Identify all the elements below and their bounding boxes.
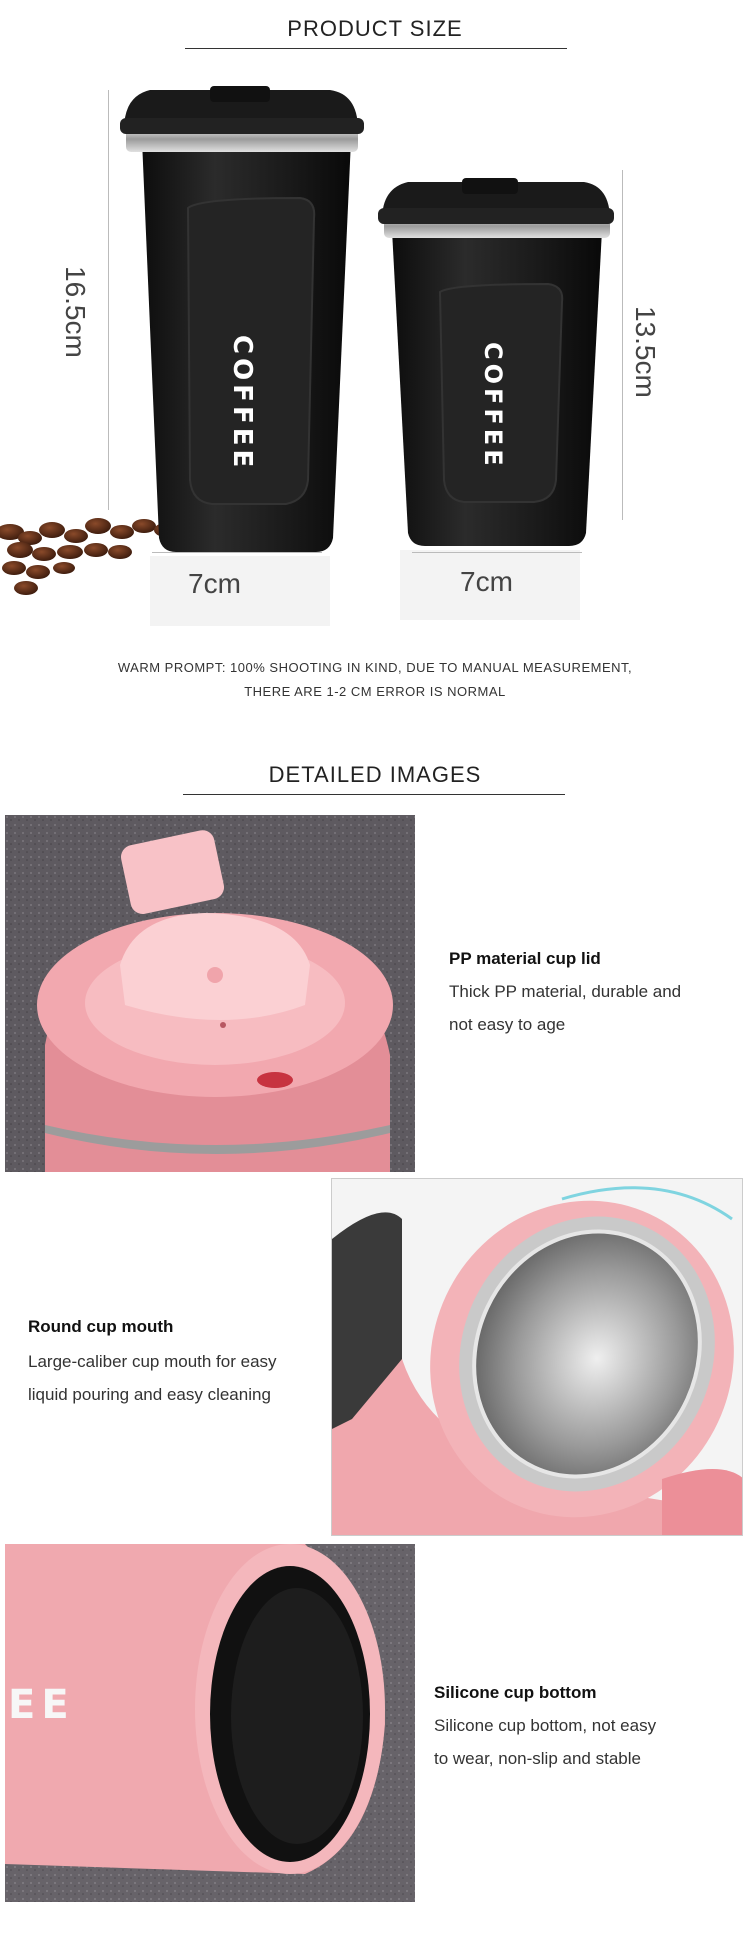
detailed-images-heading-rule	[183, 794, 565, 795]
feature-bottom-desc-line1: Silicone cup bottom, not easy	[434, 1716, 657, 1735]
feature-mouth-desc-line1: Large-caliber cup mouth for easy	[28, 1352, 277, 1371]
feature-lid-desc-line2: not easy to age	[449, 1015, 566, 1034]
cup-lid-photo	[5, 815, 415, 1172]
detailed-images-heading: DETAILED IMAGES	[268, 762, 482, 787]
small-cup-width-label: 7cm	[460, 566, 513, 597]
small-cup-height-line	[622, 170, 623, 520]
large-cup-height-label: 16.5cm	[60, 266, 91, 358]
small-cup-height-label: 13.5cm	[630, 306, 661, 398]
small-cup-brand: COFFEE	[479, 342, 507, 470]
product-size-heading: PRODUCT SIZE	[287, 16, 463, 41]
large-cup-height-line	[108, 90, 109, 510]
feature-mouth-desc-line2: liquid pouring and easy cleaning	[28, 1385, 271, 1404]
large-cup-width-label: 7cm	[188, 568, 241, 599]
feature-lid-title: PP material cup lid	[449, 949, 601, 968]
cup-bottom-brand-fragment: EE	[8, 1682, 75, 1728]
feature-mouth-title: Round cup mouth	[28, 1317, 174, 1336]
small-cup-width-line	[412, 552, 582, 553]
warm-prompt-line1: WARM PROMPT: 100% SHOOTING IN KIND, DUE TO MANUAL MEASUREMENT,	[117, 660, 633, 675]
feature-lid-desc-line1: Thick PP material, durable and	[449, 982, 682, 1001]
cup-mouth-photo	[331, 1178, 743, 1536]
feature-bottom-title: Silicone cup bottom	[434, 1683, 597, 1702]
large-cup-brand: COFFEE	[227, 335, 257, 472]
product-size-heading-rule	[185, 48, 567, 49]
large-cup-width-line	[152, 552, 322, 553]
feature-bottom-desc-line2: to wear, non-slip and stable	[434, 1749, 641, 1768]
warm-prompt-line2: THERE ARE 1-2 CM ERROR IS NORMAL	[244, 684, 506, 699]
